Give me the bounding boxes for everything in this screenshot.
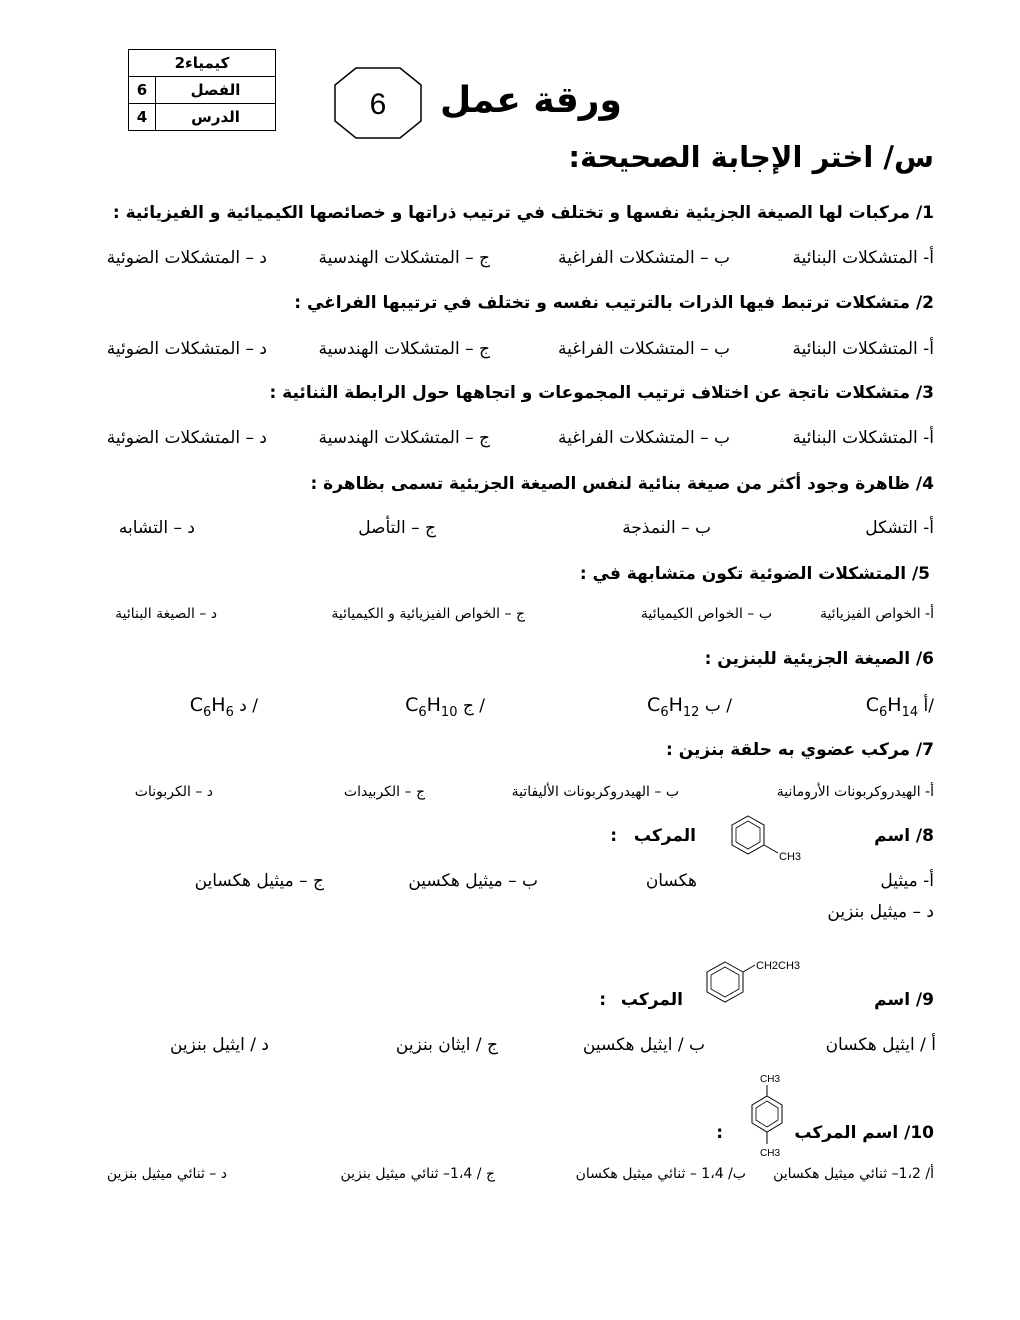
question-8-colon: :	[610, 826, 617, 846]
question-8-label: 8/ اسم	[874, 826, 934, 846]
sheet-title: ورقة عمل	[440, 80, 622, 121]
q9-option-c[interactable]: ج / ايثان بنزين	[395, 1035, 498, 1055]
q2-option-a[interactable]: أ- المتشكلات البنائية	[792, 339, 934, 359]
q4-option-c[interactable]: ج – التأصل	[358, 518, 436, 538]
ethylbenzene-structure	[700, 952, 810, 1010]
ethyl-substituent: CH2CH3	[756, 960, 801, 972]
q5-option-c[interactable]: ج – الخواص الفيزيائية و الكيميائية	[331, 606, 525, 622]
q2-option-b[interactable]: ب – المتشكلات الفراغية	[557, 339, 730, 359]
q6-formula-a: $C_6H_{14}$	[865, 694, 919, 720]
q7-option-c[interactable]: ج – الكربيدات	[343, 784, 425, 800]
sheet-number: 6	[369, 88, 387, 121]
q6-formula-c: $C_6H_{10}$	[405, 694, 458, 720]
q10-option-a[interactable]: أ/ 1،2– ثنائي ميثيل هكساين	[773, 1166, 934, 1182]
question-9-compound: المركب	[620, 990, 683, 1010]
question-4: 4/ ظاهرة وجود أكثر من صيغة بنائية لنفس الصيغة الجزيئية تسمى بظاهرة :	[310, 474, 934, 494]
q7-option-b[interactable]: ب – الهيدروكربونات الأليفاتية	[511, 784, 679, 800]
question-10-label: 10/ اسم المركب	[794, 1123, 934, 1143]
q10-option-b[interactable]: ب/ 1،4 – ثنائي ميثيل هكسان	[575, 1166, 746, 1182]
question-8-compound: المركب	[633, 826, 696, 846]
question-3: 3/ متشكلات ناتجة عن اختلاف ترتيب المجموعات و اتجاهها حول الرابطة الثنائية :	[269, 383, 934, 403]
q8-option-b[interactable]: ب – ميثيل هكسين	[408, 871, 538, 891]
q1-option-a[interactable]: أ- المتشكلات البنائية	[792, 248, 934, 268]
question-5: 5/ المتشكلات الضوئية تكون متشابهة في :	[579, 564, 930, 584]
dimethylbenzene-structure	[736, 1068, 796, 1160]
q10-option-d[interactable]: د – ثنائي ميثيل بنزين	[106, 1166, 227, 1182]
q3-option-a[interactable]: أ- المتشكلات البنائية	[792, 428, 934, 448]
q4-option-b[interactable]: ب – النمذجة	[622, 518, 711, 538]
toluene-substituent: CH3	[779, 851, 802, 863]
q3-option-c[interactable]: ج – المتشكلات الهندسية	[318, 428, 490, 448]
lesson-value: 4	[129, 104, 156, 131]
sheet-number-badge	[334, 67, 422, 139]
question-7: 7/ مركب عضوي به حلقة بنزين :	[666, 740, 934, 760]
q1-option-c[interactable]: ج – المتشكلات الهندسية	[318, 248, 490, 268]
q3-option-d[interactable]: د – المتشكلات الضوئية	[106, 428, 267, 448]
q1-option-d[interactable]: د – المتشكلات الضوئية	[106, 248, 267, 268]
q5-option-b[interactable]: ب – الخواص الكيميائية	[640, 606, 772, 622]
q2-option-c[interactable]: ج – المتشكلات الهندسية	[318, 339, 490, 359]
q9-option-d[interactable]: د / ايثيل بنزين	[169, 1035, 269, 1055]
q3-option-b[interactable]: ب – المتشكلات الفراغية	[557, 428, 730, 448]
toluene-structure	[716, 812, 816, 868]
q8-option-a[interactable]: أ- ميثيل	[880, 871, 934, 891]
section-title: س/ اختر الإجابة الصحيحة:	[568, 140, 934, 174]
question-6: 6/ الصيغة الجزيئية للبنزين :	[704, 649, 934, 669]
q6-formula-b: $C_6H_{12}$	[647, 694, 700, 720]
question-2: 2/ متشكلات ترتبط فيها الذرات بالترتيب نفسه و تختلف في ترتيبها الفراغي :	[294, 293, 934, 313]
q5-option-a[interactable]: أ- الخواص الفيزيائية	[819, 606, 934, 622]
q8-option-d[interactable]: د – ميثيل بنزين	[827, 902, 934, 922]
q1-option-b[interactable]: ب – المتشكلات الفراغية	[557, 248, 730, 268]
q8-option-a-cont: هكسان	[645, 871, 697, 891]
lesson-label: الدرس	[156, 104, 276, 131]
question-10-colon: :	[716, 1123, 723, 1143]
subject-cell: 2كيمياء	[129, 50, 276, 77]
q8-option-c[interactable]: ج – ميثيل هكساين	[194, 871, 324, 891]
q7-option-a[interactable]: أ- الهيدروكربونات الأرومانية	[776, 784, 934, 800]
q6-formula-d: $C_6H_6$	[189, 694, 234, 720]
chapter-label: الفصل	[156, 77, 276, 104]
q10-option-c[interactable]: ج / 1،4– ثنائي ميثيل بنزين	[340, 1166, 495, 1182]
q6-option-a[interactable]: $C_6H_{14}$ أ/	[865, 694, 934, 720]
q6-option-b[interactable]: $C_6H_{12}$ ب /	[647, 694, 732, 720]
q6-option-d[interactable]: $C_6H_6$ د /	[189, 694, 258, 720]
q2-option-d[interactable]: د – المتشكلات الضوئية	[106, 339, 267, 359]
q4-option-a[interactable]: أ- التشكل	[865, 518, 934, 538]
top-substituent: CH3	[760, 1074, 781, 1085]
question-1: 1/ مركبات لها الصيغة الجزيئية نفسها و تختلف في ترتيب ذراتها و خصائصها الكيميائية و الفيزيائية :	[112, 203, 934, 223]
question-9-label: 9/ اسم	[874, 990, 934, 1010]
question-9-colon: :	[599, 990, 606, 1010]
bottom-substituent: CH3	[760, 1148, 781, 1159]
q4-option-d[interactable]: د – التشابه	[118, 518, 195, 538]
q5-option-d[interactable]: د – الصيغة البنائية	[115, 606, 217, 622]
q6-option-c[interactable]: $C_6H_{10}$ ج /	[405, 694, 485, 720]
chapter-value: 6	[129, 77, 156, 104]
info-table	[128, 49, 276, 131]
q9-option-a[interactable]: أ / ايثيل هكسان	[825, 1035, 936, 1055]
q7-option-d[interactable]: د – الكربونات	[134, 784, 213, 800]
q9-option-b[interactable]: ب / ايثيل هكسين	[582, 1035, 705, 1055]
